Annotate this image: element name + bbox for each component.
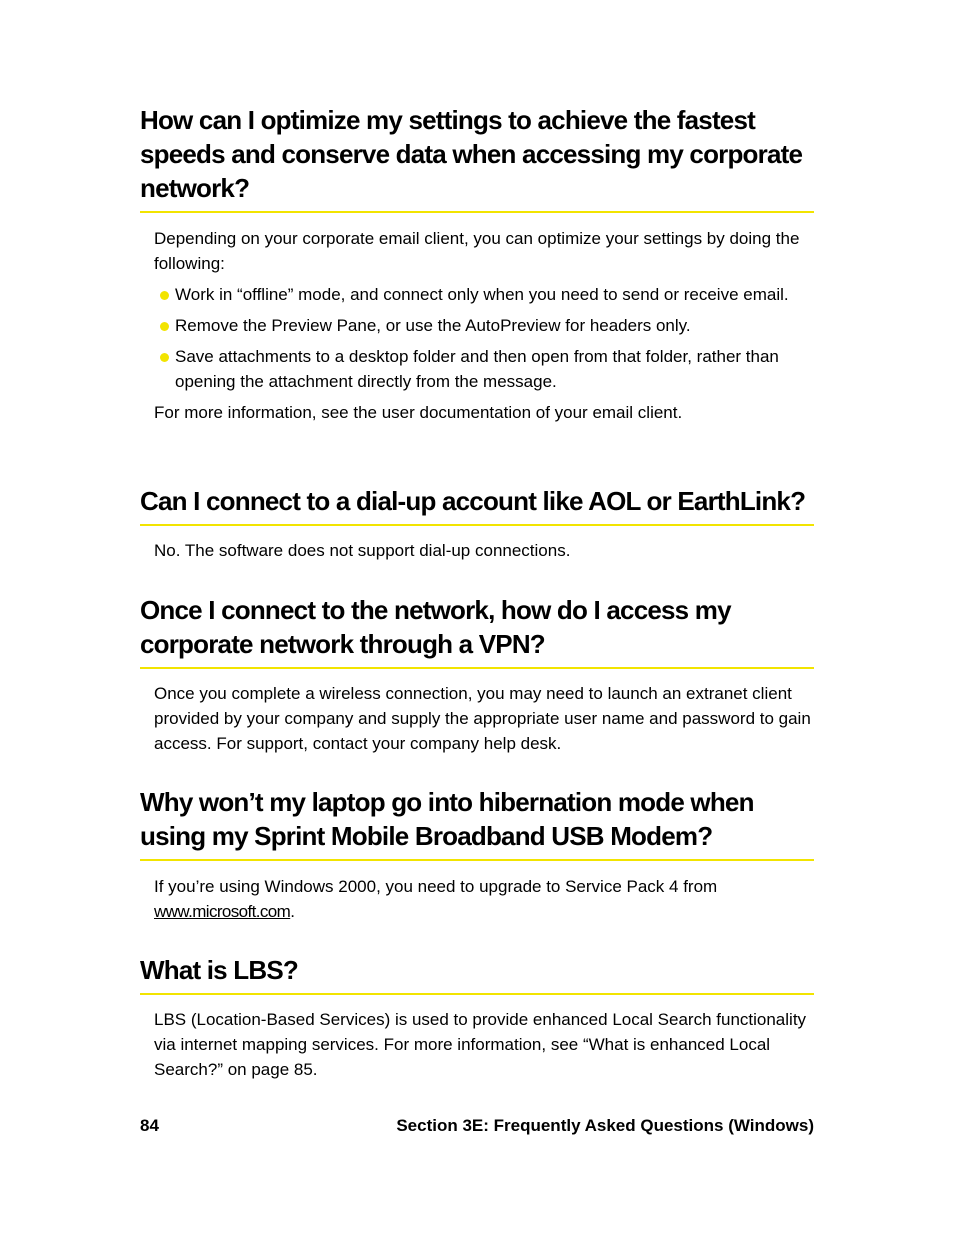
heading-vpn: Once I connect to the network, how do I access my corporate network through a VPN? <box>140 593 814 669</box>
bullet-icon <box>160 291 169 300</box>
page-number: 84 <box>140 1116 159 1135</box>
heading-optimize-settings: How can I optimize my settings to achieve the fastest speeds and conserve data when accessing my corporate network? <box>140 103 814 213</box>
list-item: Save attachments to a desktop folder and then open from that folder, rather than opening the attachment directly from the message. <box>154 344 814 394</box>
heading-hibernation: Why won’t my laptop go into hibernation mode when using my Sprint Mobile Broadband USB Modem? <box>140 785 814 861</box>
list-item: Remove the Preview Pane, or use the AutoPreview for headers only. <box>154 313 814 338</box>
page-footer <box>140 1116 814 1136</box>
heading-lbs: What is LBS? <box>140 953 814 995</box>
hibernation-text: If you’re using Windows 2000, you need to upgrade to Service Pack 4 from www.microsoft.com. <box>154 877 718 921</box>
section-optimize-body <box>140 226 814 425</box>
optimize-intro: Depending on your corporate email client, you can optimize your settings by doing the following: <box>154 229 800 273</box>
section-vpn-body <box>140 681 814 756</box>
optimize-tips-list <box>154 282 814 394</box>
section-dial-up-body <box>140 538 814 563</box>
lbs-text: LBS (Location-Based Services) is used to provide enhanced Local Search functionality via internet mapping services. For more information, see “What is enhanced Local Search?” on page 85. <box>154 1010 807 1079</box>
bullet-icon <box>160 353 169 362</box>
microsoft-link[interactable]: www.microsoft.com <box>154 902 291 921</box>
list-item: Work in “offline” mode, and connect only when you need to send or receive email. <box>154 282 814 307</box>
bullet-icon <box>160 322 169 331</box>
footer-section-title: Section 3E: Frequently Asked Questions (Windows) <box>396 1116 814 1135</box>
section-hibernation-body <box>140 874 814 924</box>
vpn-text: Once you complete a wireless connection, you may need to launch an extranet client provided by your company and supply the appropriate user name and password to gain access. For support, contact your company help desk. <box>154 684 811 753</box>
section-lbs-body <box>140 1007 814 1082</box>
heading-dial-up: Can I connect to a dial-up account like AOL or EarthLink? <box>140 484 814 526</box>
dial-up-text: No. The software does not support dial-up connections. <box>154 541 571 560</box>
optimize-outro: For more information, see the user documentation of your email client. <box>154 403 683 422</box>
